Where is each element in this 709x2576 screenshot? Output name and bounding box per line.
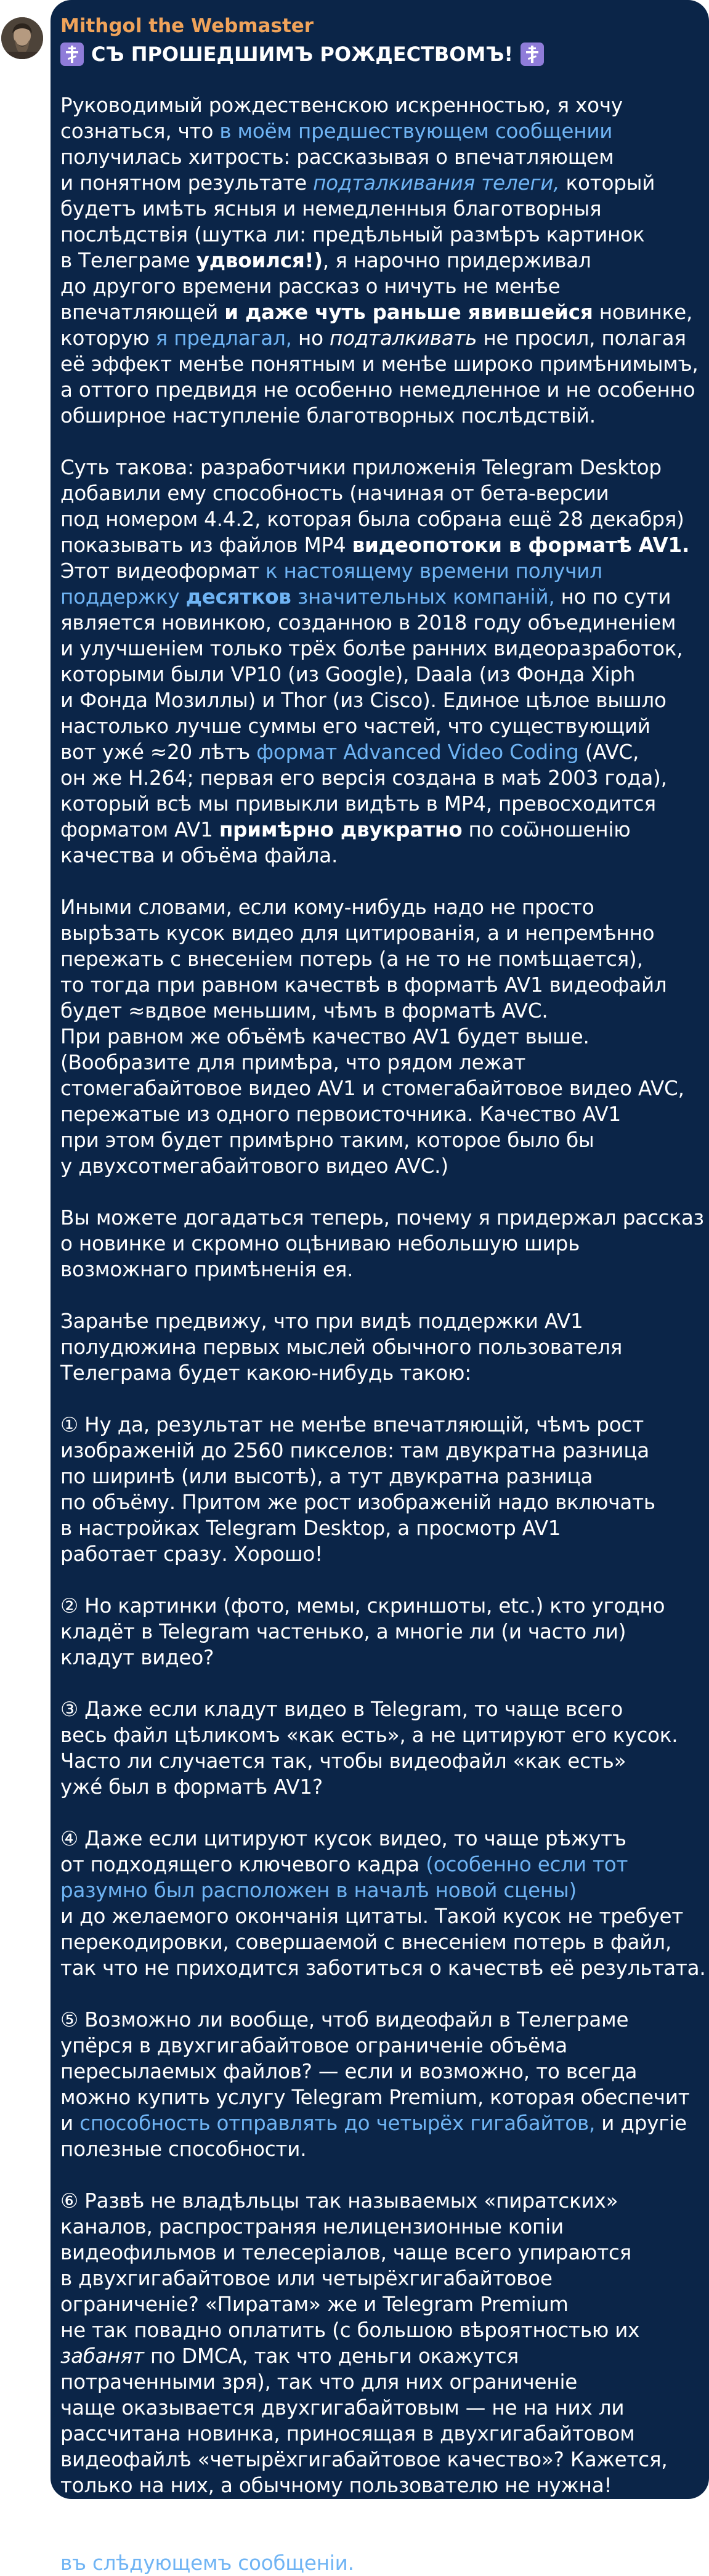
message-bubble[interactable] [51,0,709,2575]
message-paragraph [60,2188,679,2498]
text-line [60,1153,679,1179]
text-line [60,1231,679,1257]
text-run: возможнаго примѣненія ея. [60,1258,354,1281]
message-paragraph [60,1593,679,1671]
text-line [60,998,679,1024]
text-line [60,92,679,118]
text-line [60,1489,679,1515]
text-line [60,1696,679,1722]
text-run: ③ Даже если кладут видео в Telegram, то чаще всего [60,1698,623,1721]
text-line [60,1645,679,1671]
text-run: форматом AV1 [60,818,219,841]
text-line [60,2421,679,2447]
text-line [60,972,679,998]
text-run: сознаться, что [60,119,220,143]
text-line [60,170,679,196]
text-line [60,196,679,222]
text-line [60,791,679,817]
text-run: и до желаемого окончанія цитаты. Такой кусок не требует [60,1905,684,1928]
text-run: ④ Даже если цитируют кусок видео, то чаще рѣжутъ [60,1827,626,1850]
text-line [60,843,679,869]
text-run: Телеграма будет какою-нибудь такою: [60,1361,472,1385]
text-line [60,2007,679,2033]
text-run: полезные способности. [60,2137,307,2161]
text-run: (AVC, [578,740,639,764]
text-line [60,2524,700,2550]
text-run: до другого времени рассказ о ничуть не менѣе [60,275,561,298]
text-line [60,1748,679,1774]
text-line [60,325,686,351]
message-link[interactable]: (особенно если тот [426,1853,628,1876]
text-line [60,894,679,920]
text-line [60,1257,679,1282]
text-line [60,2550,679,2576]
text-line [60,662,679,687]
text-run: , я нарочно придерживал [322,249,591,272]
message-link[interactable]: разумно был расположен в началѣ новой сцены) [60,1879,577,1902]
text-run: и понятном результате [60,171,314,195]
text-line [60,1360,679,1386]
text-run: перекодировки, совершаемой с внесеніем потерь в файл, [60,1930,672,1954]
message-title-text: СЪ ПРОШЕДШИМЪ РОЖДЕСТВОМЪ! [91,43,513,66]
text-line [60,1826,679,1852]
text-run: не так повадно оплатить (с большою вѣроятностью их [60,2319,640,2342]
text-line [60,2110,687,2136]
text-run: весь файл цѣликомъ «как есть», а не цитируют его кусок. [60,1723,678,1747]
text-run: вот ужé ≈20 лѣтъ [60,740,257,764]
text-run: качества и объёма файла. [60,844,338,867]
text-run: кладёт в Telegram частенько, а многіе ли (и часто ли) [60,1620,626,1643]
message-link[interactable]: формат Advanced Video Coding [256,740,579,764]
text-run: ужé был в форматѣ AV1? [60,1775,323,1799]
text-line [60,2188,679,2214]
text-line [60,1515,679,1541]
text-run: видеофайлѣ «четырёхгигабайтовое качество»? Кажется, [60,2448,668,2471]
text-run: пережатые из одного первоисточника. Качество AV1 [60,1103,622,1126]
message-paragraph [60,1696,679,1800]
text-line [60,299,693,325]
text-line [60,273,679,299]
text-line [60,687,679,713]
text-line [60,2214,679,2240]
text-line [60,1024,679,1050]
text-run: каналов, распространяя нелицензионные копіи [60,2215,564,2238]
text-line [60,817,679,843]
text-line [60,1955,706,1981]
text-run: стомегабайтовое видео AV1 и стомегабайтовое видео AVC, [60,1077,684,1100]
text-run: а оттого предвидя не особенно немедленное и не особенно [60,378,695,402]
text-line [60,222,679,248]
text-line [60,1205,704,1231]
text-line [60,920,679,946]
message-paragraph [60,2007,690,2162]
text-run: пережать с внесеніем потерь (а не то не помѣщается), [60,947,643,971]
text-run: Реальная примѣнимость AV1 всё же ширѣ, о чём я расскажу [60,2525,700,2549]
text-run: по объёму. Притом же рост изображеній надо включать [60,1491,655,1514]
text-line [60,2240,679,2266]
message-paragraph [60,2524,700,2576]
text-line [60,1412,679,1438]
text-run: Иными словами, если кому-нибудь надо не просто [60,896,594,919]
text-run: при этом будет примѣрно таким, которое было бы [60,1128,594,1152]
text-line [60,558,679,584]
text-run: её эффект менѣе понятным и менѣе широко примѣнимымъ, [60,352,699,376]
text-line [60,1929,679,1955]
text-run: по DMCA, так что деньги окажутся [144,2344,519,2368]
text-run: пересылаемых файлов? — если и возможно, то всегда [60,2060,638,2083]
text-run: не просил, полагая [477,326,686,350]
text-run: работает сразу. Хорошо! [60,1542,323,1566]
text-run: то тогда при равном качествѣ в форматѣ AV1 видеофайл [60,973,667,997]
orthodox-cross-icon [60,43,84,66]
text-line [60,2317,679,2343]
text-line [60,351,699,377]
text-line [60,144,679,170]
text-run: получилась хитрость: рассказывая о впечатляющем [60,145,614,169]
message-link[interactable]: значительных компаній, [291,585,555,609]
text-line [60,2136,679,2162]
text-line [60,1464,679,1489]
text-run: он же H.264; первая его версія создана в маѣ 2003 года), [60,766,667,790]
text-run: будет ≈вдвое меньшим, чѣмъ в форматѣ AVC. [60,999,548,1023]
text-run: будетъ имѣть ясныя и немедленныя благотворныя [60,197,602,221]
text-run: Этот видеоформат [60,559,265,583]
message-link[interactable]: поддержку [60,585,186,609]
text-line [60,403,679,429]
message-title [60,39,679,69]
message-paragraph [60,92,699,429]
text-run: от подходящего ключевого кадра [60,1853,426,1876]
text-run: является новинкою, созданною в 2018 году объединеніем [60,611,676,634]
text-run: под номером 4.4.2, которая была собрана ещё 28 декабря) [60,508,684,531]
text-run: у двухсотмегабайтового видео AVC.) [60,1154,448,1178]
text-line [60,1877,679,1903]
bold-text: и даже чуть раньше явившейся [224,301,593,324]
text-line [60,610,679,636]
text-run: обширное наступленіе благотворных послѣдствій. [60,404,596,427]
text-line [60,532,690,558]
text-line [60,2473,679,2498]
text-run: только на них, а обычному пользователю не нужна! [60,2474,612,2497]
message-paragraph [60,1412,679,1567]
text-line [60,946,679,972]
text-run: ⑥ Развѣ не владѣльцы так называемых «пиратских» [60,2189,618,2213]
text-run: показывать из файлов MP4 [60,533,352,557]
text-line [60,455,679,480]
text-line [60,2059,679,2084]
text-run: кладут видео? [60,1646,214,1669]
text-line [60,2084,690,2110]
bold-text: удвоился!) [196,249,323,272]
text-line [60,1308,679,1334]
avatar[interactable] [1,17,43,59]
text-line [60,2291,679,2317]
text-run: и улучшеніем только трёх болѣе ранних видеоразработок, [60,637,683,660]
text-run: которую [60,326,156,350]
message-paragraph [60,1205,704,1282]
text-run: так что не приходится заботиться о качествѣ её результата. [60,1956,706,1980]
message-link[interactable]: способность отправлять до четырёх гигабайтов, [79,2112,596,2135]
message-link[interactable]: подталкивания телеги, [313,171,560,195]
text-run: но по сути [554,585,671,609]
text-run: Руководимый рождественскою искренностью, я хочу [60,94,623,117]
text-run: можно купить услугу Telegram Premium, которая обеспечит [60,2086,690,2109]
text-line [60,377,695,403]
text-run: Вы можете догадаться теперь, почему я придержал рассказ [60,1206,704,1229]
italic-text: подталкивать [329,326,477,350]
text-line [60,1774,679,1800]
text-run: в Телеграме [60,249,196,272]
text-run: Суть такова: разработчики приложенія Telegram Desktop [60,456,662,479]
text-line [60,1075,684,1101]
text-line [60,248,679,273]
bold-text: видеопотоки в форматѣ AV1. [352,533,690,557]
text-run: полудюжина первых мыслей обычного пользователя [60,1335,623,1359]
text-line [60,636,683,662]
text-run: впечатляющей [60,301,225,324]
text-run: упёрся в двухгигабайтовое ограниченіе объёма [60,2034,568,2057]
text-run: который всѣ мы привыкли видѣть в MP4, превосходится [60,792,656,816]
message-link[interactable]: к настоящему времени получил [265,559,602,583]
text-run: видеофильмов и телесеріалов, чаще всего упираются [60,2241,632,2264]
message-paragraph [60,1826,706,1981]
text-run: ① Ну да, результат не менѣе впечатляющій, чѣмъ рост [60,1413,644,1436]
text-run: вырѣзать кусок видео для цитированія, а и непремѣнно [60,921,655,945]
text-run: (Вообразите для примѣра, что рядом лежат [60,1051,526,1074]
text-run: потраченными зря), так что для них ограниченіе [60,2370,578,2394]
message-link[interactable]: в моём предшествующем сообщении [219,119,613,143]
italic-text: забанят [60,2344,144,2368]
text-run: добавили ему способность (начиная от бета-версии [60,482,609,505]
text-line [60,1334,679,1360]
text-run: по ширинѣ (или высотѣ), а тут двукратна разница [60,1465,593,1488]
text-run: в двухгигабайтовое или четырёхгигабайтовое [60,2267,553,2290]
text-line [60,2343,679,2369]
text-line [60,1852,679,1877]
message-text [60,92,706,2576]
text-run: ② Но картинки (фото, мемы, скриншоты, etc.) кто угодно [60,1594,665,1618]
text-run: который [559,171,655,195]
text-line [60,1541,679,1567]
text-line [60,118,679,144]
text-run: Часто ли случается так, чтобы видеофайл «как есть» [60,1749,626,1773]
text-line [60,584,679,610]
text-line [60,1438,679,1464]
text-line [60,1593,679,1619]
text-line [60,765,679,791]
bold-text: примѣрно двукратно [219,818,463,841]
text-run: которыми были VP10 (из Google), Daala (из Фонда Xiph [60,663,636,686]
text-run: но [291,326,330,350]
text-run: по соѿношенію [462,818,631,841]
text-line [60,1127,679,1153]
text-run: рассчитана новинка, приносящая в двухгигабайтовом [60,2422,635,2445]
message-author[interactable]: Mithgol the Webmaster [60,15,314,37]
text-run: послѣдствія (шутка ли: предѣльный размѣръ картинок [60,223,645,246]
message-link[interactable]: въ слѣдующемъ сообщеніи. [60,2551,354,2575]
text-run: о новинке и скромно оцѣниваю небольшую ширь [60,1232,580,1255]
text-run: ограниченіе? «Пиратам» же и Telegram Premium [60,2293,569,2316]
text-run: и [60,2112,80,2135]
orthodox-cross-icon [521,43,544,66]
text-line [60,2033,679,2059]
text-run: Заранѣе предвижу, что при видѣ поддержки AV1 [60,1310,583,1333]
message-paragraph [60,455,690,869]
text-line [60,2369,679,2395]
text-run: новинке, [593,301,693,324]
text-run: При равном же объёмѣ качество AV1 будет выше. [60,1025,589,1048]
text-run: и другіе [595,2112,687,2135]
text-run: и Фонда Мозиллы) и Thor (из Cisco). Единое цѣлое вышло [60,689,666,712]
text-line [60,713,679,739]
text-line [60,1101,679,1127]
avatar-photo-icon [1,17,43,59]
text-run: настолько лучше суммы его частей, что существующий [60,715,650,738]
text-line [60,1619,679,1645]
text-line [60,2447,679,2473]
text-line [60,1722,679,1748]
text-run: чаще оказывается двухгигабайтовым — не на них ли [60,2396,625,2420]
text-line [60,480,679,506]
text-run: изображеній до 2560 пикселов: там двукратна разница [60,1439,650,1462]
message-link[interactable]: десятков [185,585,291,609]
text-line [60,2395,679,2421]
message-link[interactable]: я предлагал, [155,326,292,350]
text-line [60,1903,684,1929]
text-line [60,1050,679,1075]
text-line [60,739,679,765]
text-line [60,2266,679,2291]
message-paragraph [60,894,684,1179]
text-line [60,506,684,532]
text-run: ⑤ Возможно ли вообще, чтоб видеофайл в Телеграме [60,2008,629,2031]
message-paragraph [60,1308,679,1386]
text-run: в настройках Telegram Desktop, а просмотр AV1 [60,1517,561,1540]
